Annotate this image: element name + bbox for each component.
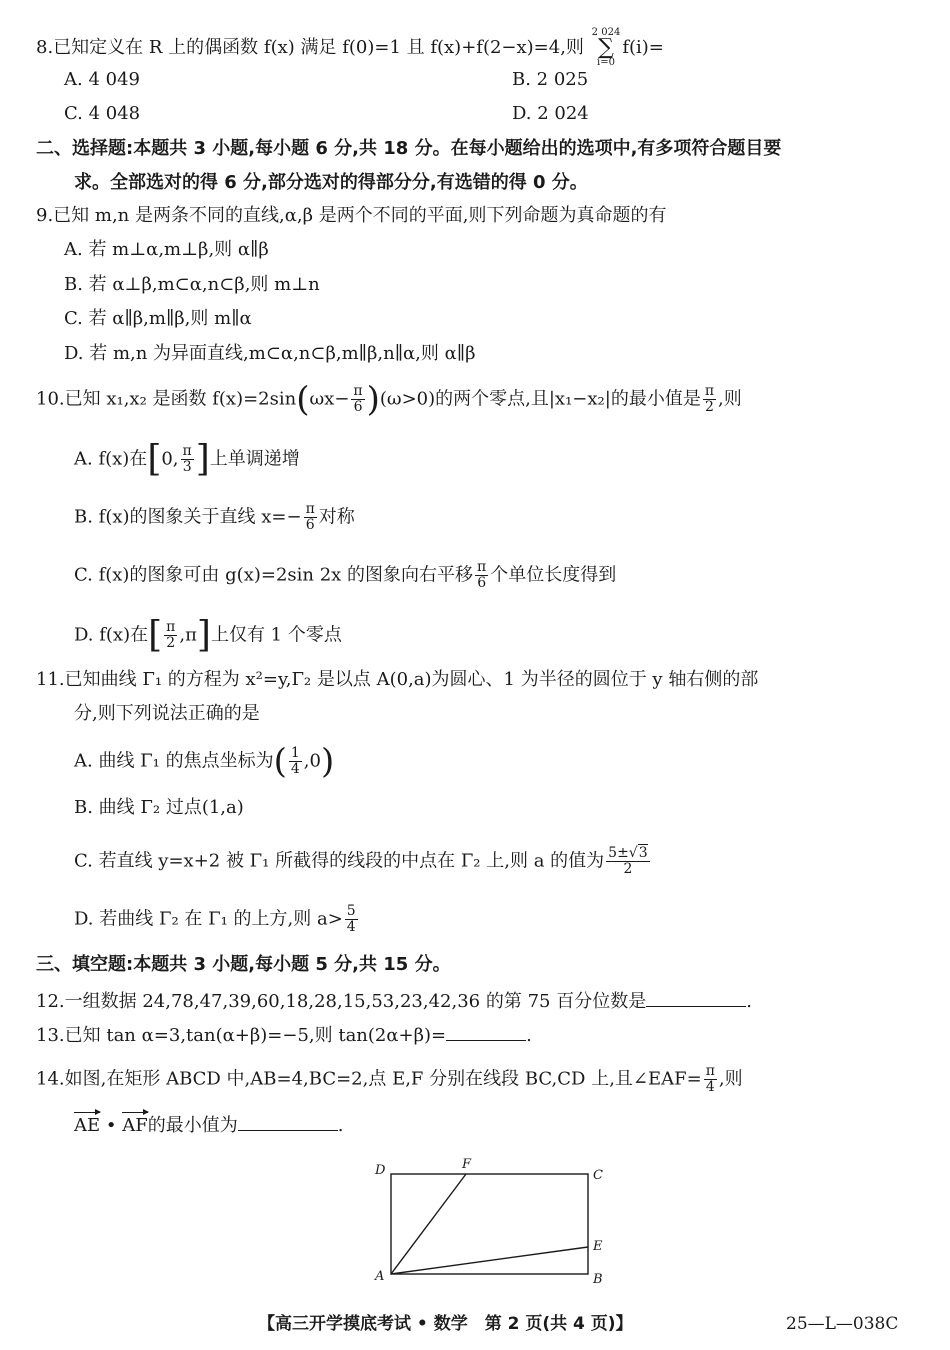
q12 [36,988,752,1014]
frac-den: 2 [166,635,176,651]
fraction-pi-6 [351,384,364,415]
footer-title: 【高三开学摸底考试 • 数学 第 2 页(共 4 页)】 [258,1314,633,1334]
q9-option-d: D. 若 m,n 为异面直线,m⊂α,n⊂β,m∥β,n∥α,则 α∥β [64,343,476,364]
fraction-1-4 [289,746,302,777]
q12-text: 12.一组数据 24,78,47,39,60,18,28,15,53,23,42,36 的第 75 百分位数是 [36,991,647,1012]
q10-option-c [74,560,616,591]
opt-text: D. 若曲线 Γ₂ 在 Γ₁ 的上方,则 a> [74,908,343,930]
q8-option-d: D. 2 024 [512,103,589,124]
q10-option-a [74,438,300,480]
footer-code: 25—L—038C [786,1314,899,1334]
frac-num: π [704,383,715,399]
opt-text: A. 曲线 Γ₁ 的焦点坐标为 [74,750,274,772]
sum-tail: f(i)= [622,37,664,58]
frac-den: 6 [305,517,315,533]
opt-text: D. f(x)在 [74,624,149,646]
q11-option-b: B. 曲线 Γ₂ 过点(1,a) [74,797,244,818]
answer-blank[interactable] [238,1112,338,1131]
opt-text-post: 上仅有 1 个零点 [210,624,342,646]
q10-option-d [74,614,342,656]
frac-num: 1 [290,745,300,761]
q14-end: . [337,1115,344,1136]
left-paren: ( [273,741,287,782]
q14-text-post: 的最小值为 [147,1115,238,1136]
interval-end: ,π [179,624,197,646]
rectangle-figure [370,1152,615,1287]
q8-option-b: B. 2 025 [512,69,589,90]
frac-num: π [182,443,192,459]
frac-den: 6 [477,575,487,591]
dot-product: • [100,1115,123,1136]
q10-mid: (ω>0)的两个零点,且|x₁−x₂|的最小值是 [379,388,701,410]
fraction-pi-2 [703,384,716,415]
interval-start: 0, [161,448,179,470]
q8-text-body: 已知定义在 R 上的偶函数 f(x) 满足 f(0)=1 且 f(x)+f(2−x)=4,则 [53,37,584,58]
q11-option-c [74,846,652,877]
q14-text-post: ,则 [718,1068,743,1090]
frac-num: 5 [346,903,356,919]
q8-text: 8. [36,37,54,58]
right-paren: ) [366,379,380,420]
frac-den: 3 [182,459,192,475]
q14-line2 [74,1110,343,1138]
frac-num: 5±√3 [608,845,648,861]
q11-line2: 分,则下列说法正确的是 [74,703,260,724]
right-bracket: ] [195,438,210,480]
left-paren: ( [296,379,310,420]
frac-den: 6 [353,399,363,415]
opt-text: B. f(x)的图象关于直线 x=− [74,506,302,528]
right-paren: ) [320,741,335,782]
frac-den: 4 [290,761,300,777]
section2-line1: 二、选择题:本题共 3 小题,每小题 6 分,共 18 分。在每小题给出的选项中,有多项符合题目要 [36,138,782,159]
q9-option-a: A. 若 m⊥α,m⊥β,则 α∥β [64,239,269,260]
frac-num: π [353,383,363,399]
opt-text-post: 对称 [318,506,355,528]
section3-title: 三、填空题:本题共 3 小题,每小题 5 分,共 15 分。 [36,954,451,975]
q13 [36,1022,532,1048]
rectangle-abcd [391,1174,588,1274]
right-bracket: ] [196,614,211,656]
sum-symbol [592,28,621,68]
left-bracket: [ [147,438,162,480]
frac-num: π [166,619,176,635]
opt-text: C. 若直线 y=x+2 被 Γ₁ 所截得的线段的中点在 Γ₂ 上,则 a 的值为 [74,850,605,872]
q8-option-c: C. 4 048 [64,103,141,124]
frac-den: 4 [705,1079,715,1095]
q14-text: 14.如图,在矩形 ABCD 中,AB=4,BC=2,点 E,F 分别在线段 BC,CD 上,且∠EAF= [36,1068,702,1090]
sum-upper: 2 024 [591,27,621,38]
section2-line2: 求。全部选对的得 6 分,部分选对的得部分分,有选错的得 0 分。 [74,172,588,193]
sum-lower: i=0 [597,57,615,68]
frac-den: 2 [704,399,714,415]
left-bracket: [ [148,614,163,656]
fraction-pi-2 [164,620,177,651]
fraction-5-4 [345,904,358,935]
label-a: A [375,1269,385,1284]
q9-option-b: B. 若 α⊥β,m⊂α,n⊂β,则 m⊥n [64,274,320,295]
q8-option-a: A. 4 049 [64,69,140,90]
sqrt-radicand: 3 [638,845,648,861]
fraction-pi-6 [304,502,317,533]
label-b: B [593,1272,603,1287]
q11-line1: 11.已知曲线 Γ₁ 的方程为 x²=y,Γ₂ 是以点 A(0,a)为圆心、1 为半径的圆位于 y 轴右侧的部 [36,669,759,690]
vector-af: AF [122,1110,148,1138]
fraction-pi-4 [704,1064,717,1095]
label-d: D [375,1163,386,1178]
q13-end: . [526,1025,532,1046]
label-e: E [593,1239,603,1254]
answer-blank[interactable] [646,988,746,1007]
q9-option-c: C. 若 α∥β,m∥β,则 m∥α [64,308,252,329]
q10-pre: 10.已知 x₁,x₂ 是函数 f(x)=2sin [36,388,297,410]
opt-text-post: ,0 [303,750,321,772]
frac-den: 4 [346,919,356,935]
frac-num: π [305,501,315,517]
opt-text: C. f(x)的图象可由 g(x)=2sin 2x 的图象向右平移 [74,564,474,586]
segment-ae [391,1247,588,1274]
q14-line1 [36,1064,743,1095]
fraction-pi-3 [181,444,194,475]
vector-ae: AE [74,1110,100,1138]
q8-stem [36,28,664,68]
q13-text: 13.已知 tan α=3,tan(α+β)=−5,则 tan(2α+β)= [36,1025,447,1046]
segment-af [391,1174,466,1274]
q10-option-b [74,502,355,533]
fraction-5-pm-sqrt3 [606,846,649,877]
answer-blank[interactable] [446,1022,526,1041]
sigma-glyph: ∑ [598,35,614,60]
opt-text: A. f(x)在 [74,448,148,470]
q11-option-d [74,904,360,935]
q11-option-a [74,741,335,782]
num-pre: 5± [608,845,629,861]
label-c: C [593,1168,603,1183]
frac-num: π [705,1063,715,1079]
frac-num: π [477,559,487,575]
q10-inner: ωx− [309,388,350,410]
q9-stem: 9.已知 m,n 是两条不同的直线,α,β 是两个不同的平面,则下列命题为真命题的有 [36,205,667,226]
opt-text-post: 个单位长度得到 [490,564,617,586]
opt-text-post: 上单调递增 [209,448,300,470]
q10-end: ,则 [718,388,742,410]
q10-stem [36,379,742,420]
label-f: F [462,1157,472,1172]
q12-end: . [746,991,752,1012]
fraction-pi-6 [475,560,488,591]
frac-den: 2 [623,861,633,877]
